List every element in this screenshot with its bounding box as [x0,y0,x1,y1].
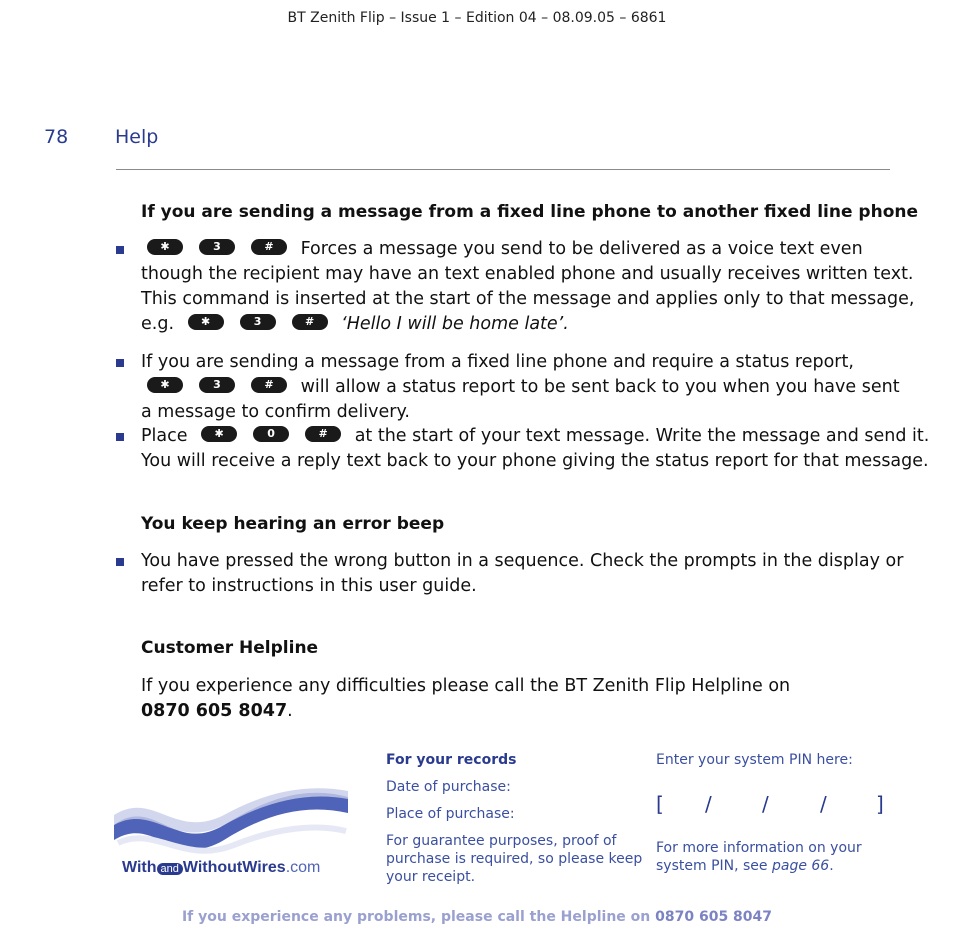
bullet [116,558,124,566]
fixed-line-heading: If you are sending a message from a fixed line phone to another fixed line phone [141,202,919,222]
bullet1-line3: This command is inserted at the start of the message and applies only to that message, [141,289,915,309]
place-of-purchase: Place of purchase: [386,806,515,822]
pin-slash-1: / [705,792,712,816]
star-key-icon: ✱ [188,314,224,330]
example-message: ‘Hello I will be home late’. [341,314,569,334]
section-title: Help [115,126,159,148]
header-rule [116,169,890,170]
hash-key-icon: # [305,426,341,442]
logo-and: and [157,863,183,875]
logo-wires: Wires [242,859,286,876]
star-key-icon: ✱ [201,426,237,442]
withandwithoutwires-logo [114,785,350,885]
guarantee-line1: For guarantee purposes, proof of [386,833,617,849]
zero-key-icon: 0 [253,426,289,442]
bullet3-line2: You will receive a reply text back to your phone giving the status report for that message. [141,451,929,471]
three-key-icon: 3 [199,239,235,255]
bullet2-line3: a message to confirm delivery. [141,402,410,422]
helpline-number: 0870 605 8047 [141,701,288,721]
pin-slash-3: / [820,792,827,816]
pin-close-bracket: ] [876,792,884,816]
bullet2-text: will allow a status report to be sent back to you when you have sent [300,377,900,397]
pin-label: Enter your system PIN here: [656,752,853,768]
bullet2-line2 [141,375,900,400]
pin-info-line2 [656,857,834,875]
helpline-heading: Customer Helpline [141,638,319,658]
bullet1-line4 [141,312,569,337]
eg-label: e.g. [141,314,175,334]
place-label: Place [141,426,188,446]
footer-text: If you experience any problems, please call the Helpline on [181,909,651,925]
bullet3-text: at the start of your text message. Write the message and send it. [354,426,930,446]
bullet [116,246,124,254]
pin-slash-2: / [762,792,769,816]
star-key-icon: ✱ [147,377,183,393]
hash-key-icon: # [251,377,287,393]
helpline-period: . [287,701,293,721]
bullet [116,433,124,441]
pin-info-end: . [829,858,834,874]
guarantee-line3: your receipt. [386,869,476,885]
helpline-line1: If you experience any difficulties please call the BT Zenith Flip Helpline on [141,676,791,696]
hash-key-icon: # [292,314,328,330]
footer [0,909,954,925]
date-of-purchase: Date of purchase: [386,779,511,795]
bullet1-line2: though the recipient may have an text enabled phone and usually receives written text. [141,264,914,284]
bullet2-line1: If you are sending a message from a fixed line phone and require a status report, [141,352,854,372]
pin-info-line1: For more information on your [656,840,862,856]
records-title: For your records [386,752,517,768]
footer-number: 0870 605 8047 [655,909,773,925]
guarantee-line2: purchase is required, so please keep [386,851,643,867]
bullet3-line1 [141,424,929,449]
three-key-icon: 3 [199,377,235,393]
bullet1-line1 [141,237,863,262]
three-key-icon: 3 [240,314,276,330]
document-header: BT Zenith Flip – Issue 1 – Edition 04 – 08.09.05 – 6861 [287,10,667,26]
pin-page-ref: page 66 [771,858,830,874]
error-beep-heading: You keep hearing an error beep [141,514,445,534]
error-beep-line2: refer to instructions in this user guide. [141,576,477,596]
page-number: 78 [44,126,69,148]
pin-info-text: system PIN, see [656,858,768,874]
error-beep-line1: You have pressed the wrong button in a sequence. Check the prompts in the display or [141,551,904,571]
hash-key-icon: # [251,239,287,255]
logo-wordmark [122,859,320,877]
bullet [116,359,124,367]
logo-with: With [122,859,157,876]
logo-com: .com [285,859,321,876]
pin-open-bracket: [ [656,792,664,816]
helpline-line2 [141,699,293,724]
logo-without: Without [182,859,243,876]
star-key-icon: ✱ [147,239,183,255]
bullet1-text: Forces a message you send to be delivered as a voice text even [300,239,863,259]
